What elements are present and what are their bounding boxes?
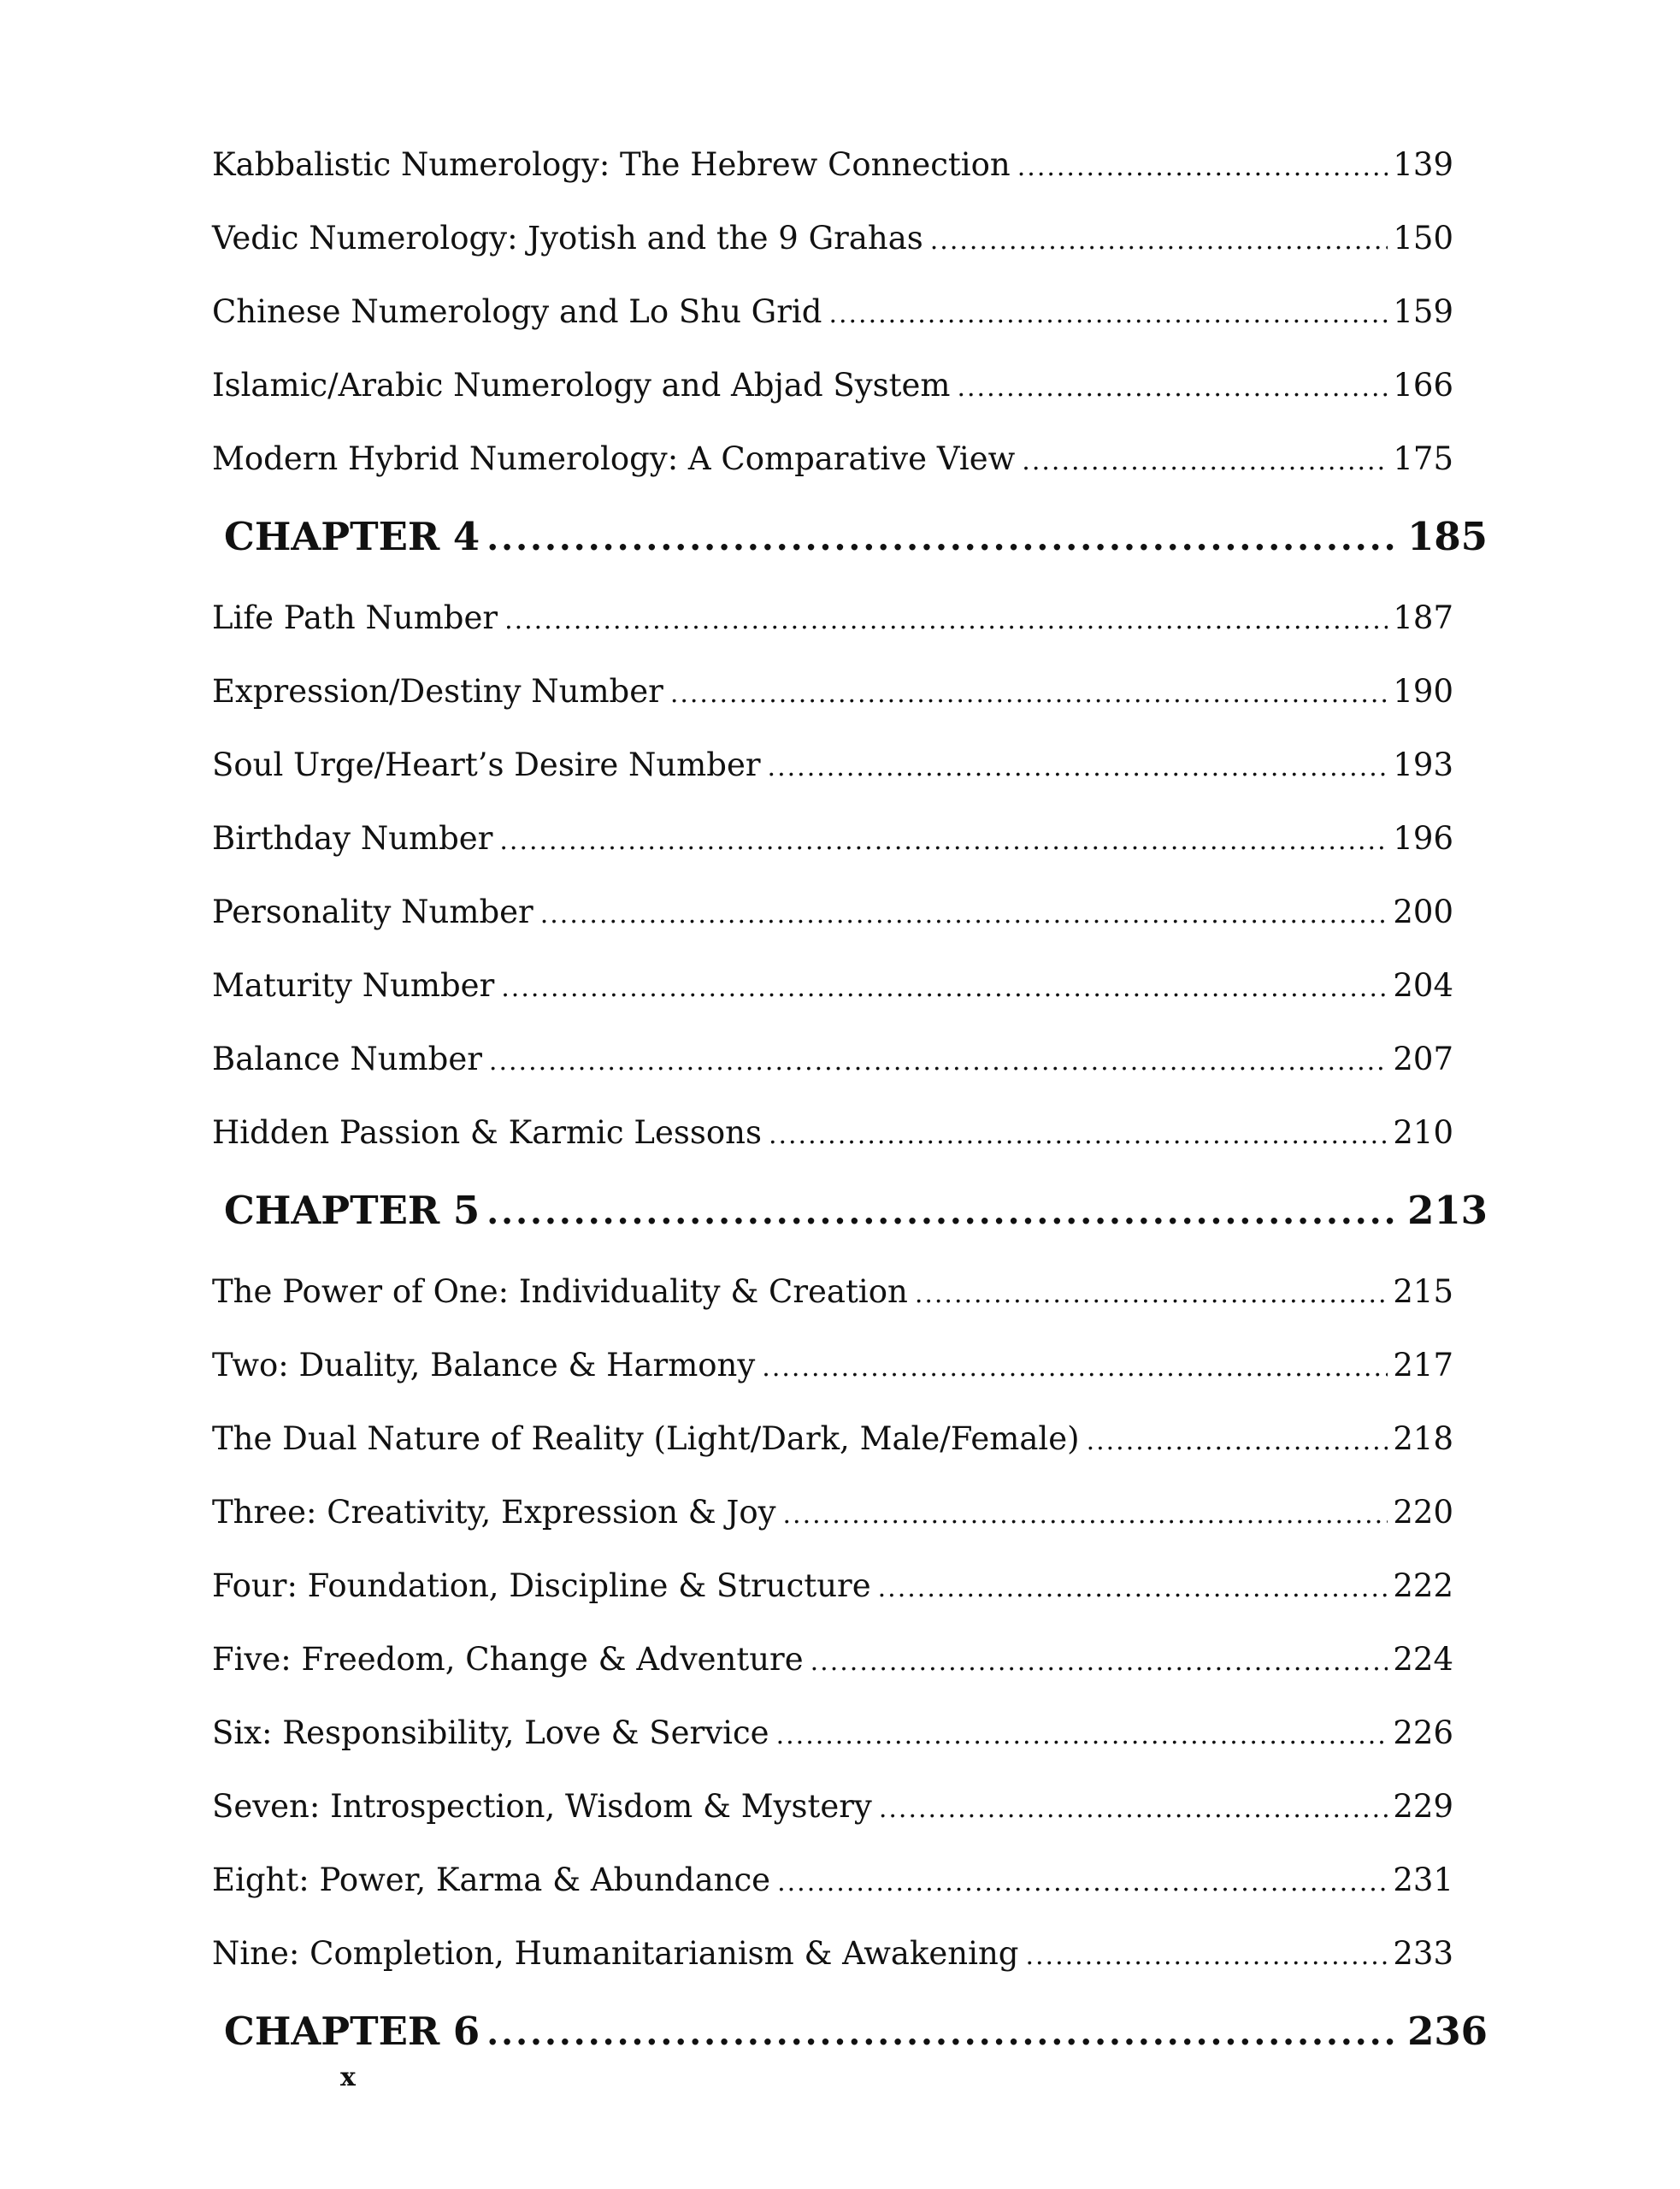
toc-entry[interactable] [212, 438, 1453, 481]
toc-entry-page: 233 [1393, 1935, 1453, 1972]
dot-leader [811, 1641, 1388, 1684]
toc-entry-title: CHAPTER 4 [224, 514, 480, 559]
toc-entry-page: 190 [1393, 673, 1453, 710]
toc-entry-title: The Power of One: Individuality & Creation [212, 1273, 908, 1310]
toc-entry-page: 175 [1393, 440, 1453, 477]
toc-entry[interactable] [212, 670, 1453, 713]
toc-entry-page: 218 [1393, 1420, 1453, 1457]
toc-entry[interactable] [212, 364, 1453, 407]
dot-leader [1017, 146, 1388, 189]
toc-entry[interactable] [212, 1112, 1453, 1154]
dot-leader [915, 1273, 1388, 1316]
toc-entry-title: Six: Responsibility, Love & Service [212, 1714, 769, 1751]
toc-entry[interactable] [212, 744, 1453, 787]
toc-entry-title: Nine: Completion, Humanitarianism & Awakening [212, 1935, 1019, 1972]
toc-entry-page: 226 [1393, 1714, 1453, 1751]
toc-entry[interactable] [212, 1491, 1453, 1534]
dot-leader [486, 1187, 1395, 1238]
dot-leader [777, 1862, 1388, 1904]
dot-leader [930, 220, 1388, 263]
toc-chapter-heading[interactable] [224, 2006, 1488, 2057]
toc-entry[interactable] [212, 1785, 1453, 1828]
toc-entry-title: Chinese Numerology and Lo Shu Grid [212, 293, 822, 330]
toc-entry-title: CHAPTER 5 [224, 1188, 480, 1233]
toc-entry-page: 193 [1393, 746, 1453, 783]
toc-entry-title: Modern Hybrid Numerology: A Comparative View [212, 440, 1016, 477]
dot-leader [768, 746, 1388, 789]
toc-entry-page: 207 [1393, 1041, 1453, 1077]
toc-entry-title: Life Path Number [212, 599, 498, 636]
toc-entry-page: 159 [1393, 293, 1453, 330]
toc-entry-page: 210 [1393, 1114, 1453, 1151]
toc-entry[interactable] [212, 817, 1453, 860]
toc-entry[interactable] [212, 1932, 1453, 1975]
toc-entry-title: Five: Freedom, Change & Adventure [212, 1641, 804, 1678]
toc-entry-title: CHAPTER 6 [224, 2009, 480, 2054]
toc-entry-page: 215 [1393, 1273, 1453, 1310]
toc-entry[interactable] [212, 1712, 1453, 1755]
dot-leader [769, 1114, 1388, 1157]
toc-entry[interactable] [212, 965, 1453, 1007]
toc-entry[interactable] [212, 891, 1453, 934]
toc-entry-title: Seven: Introspection, Wisdom & Mystery [212, 1788, 872, 1825]
toc-entry-title: Three: Creativity, Expression & Joy [212, 1494, 776, 1531]
toc-entry-title: The Dual Nature of Reality (Light/Dark, Male/Female) [212, 1420, 1080, 1457]
page-number: x [340, 2062, 356, 2092]
toc-entry-page: 139 [1393, 146, 1453, 183]
toc-entry-page: 222 [1393, 1567, 1453, 1604]
dot-leader [486, 2008, 1395, 2059]
toc-chapter-heading[interactable] [224, 511, 1488, 563]
dot-leader [1087, 1420, 1388, 1463]
toc-entry[interactable] [212, 144, 1453, 186]
dot-leader [828, 293, 1388, 336]
toc-entry-title: Vedic Numerology: Jyotish and the 9 Grahas [212, 220, 923, 257]
toc-entry-title: Birthday Number [212, 820, 493, 857]
toc-entry-page: 231 [1393, 1862, 1453, 1898]
dot-leader [879, 1788, 1388, 1831]
toc-entry[interactable] [212, 1271, 1453, 1313]
toc-entry-title: Balance Number [212, 1041, 482, 1077]
toc-entry[interactable] [212, 1418, 1453, 1460]
toc-entry[interactable] [212, 597, 1453, 640]
toc-entry-title: Eight: Power, Karma & Abundance [212, 1862, 771, 1898]
dot-leader [957, 367, 1388, 410]
toc-entry-title: Four: Foundation, Discipline & Structure [212, 1567, 871, 1604]
dot-leader [776, 1714, 1388, 1757]
toc-entry-page: 166 [1393, 367, 1453, 404]
toc-entry[interactable] [212, 1038, 1453, 1081]
dot-leader [670, 673, 1388, 716]
toc-entry-page: 213 [1407, 1188, 1488, 1233]
toc-entry-title: Kabbalistic Numerology: The Hebrew Connection [212, 146, 1011, 183]
toc-entry-page: 187 [1393, 599, 1453, 636]
toc-entry-title: Personality Number [212, 894, 533, 930]
toc-entry-page: 200 [1393, 894, 1453, 930]
toc-chapter-heading[interactable] [224, 1185, 1488, 1236]
dot-leader [501, 967, 1388, 1010]
toc-entry-page: 217 [1393, 1347, 1453, 1384]
toc-entry[interactable] [212, 291, 1453, 333]
toc-entry-title: Expression/Destiny Number [212, 673, 663, 710]
toc-entry-page: 229 [1393, 1788, 1453, 1825]
dot-leader [504, 599, 1388, 642]
toc-entry[interactable] [212, 1638, 1453, 1681]
dot-leader [1025, 1935, 1388, 1978]
dot-leader [878, 1567, 1388, 1610]
dot-leader [499, 820, 1388, 863]
dot-leader [486, 513, 1395, 564]
dot-leader [489, 1041, 1388, 1083]
toc-entry-title: Hidden Passion & Karmic Lessons [212, 1114, 762, 1151]
toc-entry-page: 196 [1393, 820, 1453, 857]
toc-entry[interactable] [212, 1859, 1453, 1902]
toc-entry-title: Maturity Number [212, 967, 495, 1004]
dot-leader [1022, 440, 1388, 483]
toc-entry-title: Soul Urge/Heart’s Desire Number [212, 746, 761, 783]
toc-entry[interactable] [212, 217, 1453, 260]
toc-entry-page: 185 [1407, 514, 1488, 559]
toc-entry[interactable] [212, 1344, 1453, 1387]
toc-entry-page: 224 [1393, 1641, 1453, 1678]
dot-leader [540, 894, 1388, 936]
toc-entry[interactable] [212, 1565, 1453, 1608]
dot-leader [783, 1494, 1388, 1537]
toc-entry-title: Two: Duality, Balance & Harmony [212, 1347, 756, 1384]
toc-entry-page: 236 [1407, 2009, 1488, 2054]
toc-entry-page: 220 [1393, 1494, 1453, 1531]
toc-entry-page: 204 [1393, 967, 1453, 1004]
toc-entry-title: Islamic/Arabic Numerology and Abjad System [212, 367, 951, 404]
toc-entry-page: 150 [1393, 220, 1453, 257]
dot-leader [762, 1347, 1388, 1390]
